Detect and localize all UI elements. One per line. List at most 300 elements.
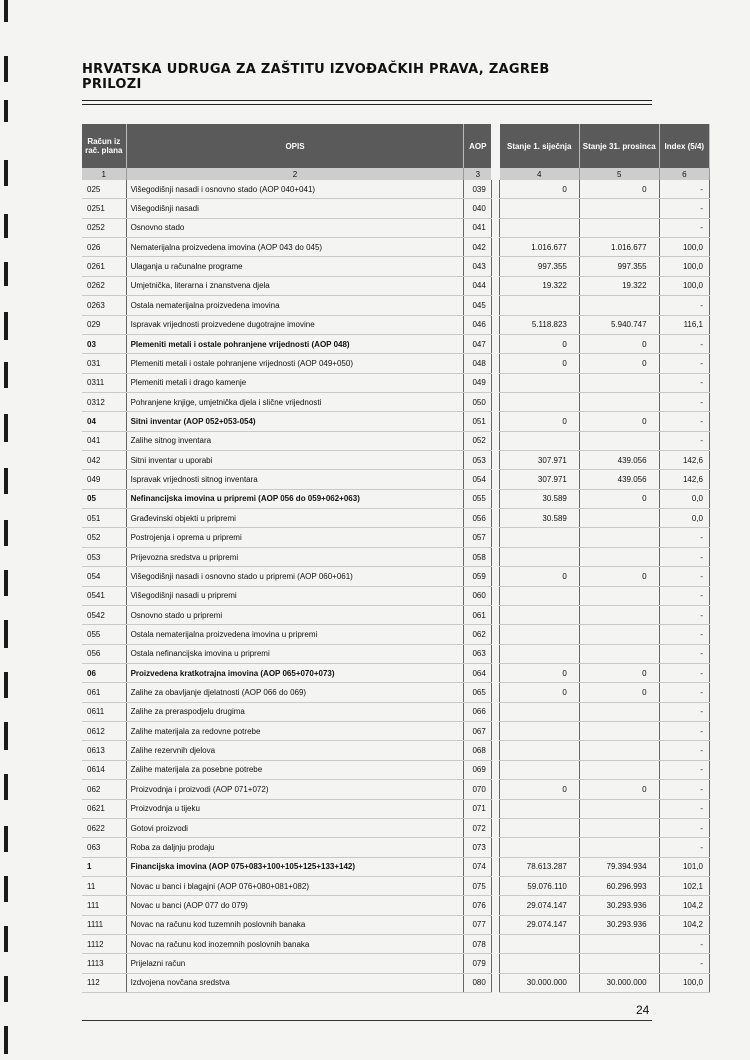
start-balance-cell: 0 xyxy=(500,683,580,702)
description-cell: Zalihe za obavljanje djelatnosti (AOP 066 do 069) xyxy=(126,683,464,702)
binder-mark xyxy=(4,0,8,22)
aop-cell: 070 xyxy=(464,780,491,799)
end-balance-cell: 79.394.934 xyxy=(579,857,659,876)
account-cell: 051 xyxy=(82,509,126,528)
column-gap xyxy=(491,741,499,760)
index-cell: - xyxy=(659,644,709,663)
account-cell: 054 xyxy=(82,567,126,586)
index-cell: 100,0 xyxy=(659,238,709,257)
index-cell: - xyxy=(659,334,709,353)
account-cell: 0311 xyxy=(82,373,126,392)
end-balance-cell: 19.322 xyxy=(579,276,659,295)
description-cell: Gotovi proizvodi xyxy=(126,818,464,837)
table-row xyxy=(82,218,710,237)
account-cell: 03 xyxy=(82,334,126,353)
column-gap xyxy=(491,567,499,586)
description-cell: Novac u banci i blagajni (AOP 076+080+081+082) xyxy=(126,876,464,895)
description-cell: Nematerijalna proizvedena imovina (AOP 043 do 045) xyxy=(126,238,464,257)
index-cell: - xyxy=(659,818,709,837)
end-balance-cell: 0 xyxy=(579,780,659,799)
index-cell: - xyxy=(659,296,709,315)
account-cell: 0542 xyxy=(82,605,126,624)
aop-cell: 066 xyxy=(464,702,491,721)
table-row xyxy=(82,722,710,741)
account-cell: 062 xyxy=(82,780,126,799)
description-cell: Osnovno stado xyxy=(126,218,464,237)
account-cell: 1111 xyxy=(82,915,126,934)
aop-cell: 061 xyxy=(464,605,491,624)
aop-cell: 068 xyxy=(464,741,491,760)
table-row xyxy=(82,780,710,799)
index-cell: - xyxy=(659,373,709,392)
index-cell: - xyxy=(659,528,709,547)
start-balance-cell: 307.971 xyxy=(500,451,580,470)
start-balance-cell: 997.355 xyxy=(500,257,580,276)
aop-cell: 078 xyxy=(464,935,491,954)
aop-cell: 071 xyxy=(464,799,491,818)
column-gap xyxy=(491,392,499,411)
aop-cell: 049 xyxy=(464,373,491,392)
table-header-row xyxy=(82,124,710,168)
end-balance-cell xyxy=(579,509,659,528)
index-cell: - xyxy=(659,354,709,373)
table-row xyxy=(82,392,710,411)
end-balance-cell xyxy=(579,722,659,741)
column-gap xyxy=(491,722,499,741)
description-cell: Plemeniti metali i ostale pohranjene vrijednosti (AOP 049+050) xyxy=(126,354,464,373)
description-cell: Sitni inventar (AOP 052+053-054) xyxy=(126,412,464,431)
table-row xyxy=(82,431,710,450)
column-gap xyxy=(491,470,499,489)
binder-mark xyxy=(4,876,8,902)
aop-cell: 059 xyxy=(464,567,491,586)
start-balance-cell: 29.074.147 xyxy=(500,896,580,915)
start-balance-cell: 0 xyxy=(500,567,580,586)
start-balance-cell: 29.074.147 xyxy=(500,915,580,934)
index-cell: - xyxy=(659,199,709,218)
start-balance-cell xyxy=(500,760,580,779)
description-cell: Plemeniti metali i ostale pohranjene vrijednosti (AOP 048) xyxy=(126,334,464,353)
aop-cell: 041 xyxy=(464,218,491,237)
index-cell: - xyxy=(659,799,709,818)
start-balance-cell xyxy=(500,722,580,741)
table-row xyxy=(82,180,710,199)
binder-mark xyxy=(4,312,8,340)
index-cell: 102,1 xyxy=(659,876,709,895)
description-cell: Roba za daljnju prodaju xyxy=(126,838,464,857)
column-gap xyxy=(491,334,499,353)
column-gap xyxy=(491,431,499,450)
start-balance-cell: 0 xyxy=(500,334,580,353)
table-row xyxy=(82,935,710,954)
account-cell: 063 xyxy=(82,838,126,857)
account-cell: 029 xyxy=(82,315,126,334)
column-gap xyxy=(491,373,499,392)
column-gap xyxy=(491,683,499,702)
start-balance-cell xyxy=(500,935,580,954)
table-row xyxy=(82,528,710,547)
account-cell: 0611 xyxy=(82,702,126,721)
start-balance-cell xyxy=(500,954,580,973)
account-cell: 0622 xyxy=(82,818,126,837)
binder-mark xyxy=(4,722,8,750)
aop-cell: 069 xyxy=(464,760,491,779)
end-balance-cell: 60.296.993 xyxy=(579,876,659,895)
account-cell: 056 xyxy=(82,644,126,663)
aop-cell: 051 xyxy=(464,412,491,431)
column-gap xyxy=(491,489,499,508)
end-balance-cell xyxy=(579,392,659,411)
binder-mark xyxy=(4,620,8,648)
account-cell: 052 xyxy=(82,528,126,547)
column-gap xyxy=(491,354,499,373)
index-cell: 0,0 xyxy=(659,489,709,508)
binder-mark xyxy=(4,520,8,546)
start-balance-cell: 30.589 xyxy=(500,489,580,508)
column-gap xyxy=(491,315,499,334)
index-cell: - xyxy=(659,935,709,954)
index-cell: - xyxy=(659,663,709,682)
start-balance-cell: 0 xyxy=(500,412,580,431)
index-cell: - xyxy=(659,392,709,411)
account-cell: 049 xyxy=(82,470,126,489)
end-balance-cell xyxy=(579,199,659,218)
index-cell: - xyxy=(659,412,709,431)
column-number: 4 xyxy=(500,168,580,180)
binder-mark xyxy=(4,976,8,1002)
column-number-row xyxy=(82,168,710,180)
account-cell: 042 xyxy=(82,451,126,470)
index-cell: 142,6 xyxy=(659,470,709,489)
aop-cell: 060 xyxy=(464,586,491,605)
column-gap xyxy=(491,818,499,837)
column-gap xyxy=(491,238,499,257)
table-row xyxy=(82,257,710,276)
table-row xyxy=(82,354,710,373)
aop-cell: 062 xyxy=(464,625,491,644)
aop-cell: 044 xyxy=(464,276,491,295)
aop-cell: 073 xyxy=(464,838,491,857)
table-row xyxy=(82,334,710,353)
table-row xyxy=(82,605,710,624)
end-balance-cell xyxy=(579,373,659,392)
table-row xyxy=(82,973,710,992)
table-row xyxy=(82,489,710,508)
start-balance-cell xyxy=(500,702,580,721)
column-gap xyxy=(491,663,499,682)
end-balance-cell xyxy=(579,838,659,857)
table-row xyxy=(82,470,710,489)
end-balance-cell: 0 xyxy=(579,334,659,353)
column-gap xyxy=(491,451,499,470)
binder-mark xyxy=(4,214,8,238)
description-cell: Pohranjene knjige, umjetnička djela i slične vrijednosti xyxy=(126,392,464,411)
binder-mark xyxy=(4,774,8,800)
column-gap xyxy=(491,605,499,624)
description-cell: Višegodišnji nasadi i osnovno stado (AOP 040+041) xyxy=(126,180,464,199)
column-gap xyxy=(491,276,499,295)
aop-cell: 064 xyxy=(464,663,491,682)
index-cell: - xyxy=(659,567,709,586)
account-cell: 0614 xyxy=(82,760,126,779)
description-cell: Izdvojena novčana sredstva xyxy=(126,973,464,992)
table-row xyxy=(82,915,710,934)
start-balance-cell: 1.016.677 xyxy=(500,238,580,257)
description-cell: Umjetnička, literarna i znanstvena djela xyxy=(126,276,464,295)
table-row xyxy=(82,199,710,218)
account-cell: 041 xyxy=(82,431,126,450)
account-cell: 0261 xyxy=(82,257,126,276)
start-balance-cell xyxy=(500,431,580,450)
description-cell: Ostala nematerijalna proizvedena imovina xyxy=(126,296,464,315)
binder-mark xyxy=(4,362,8,388)
end-balance-cell xyxy=(579,702,659,721)
header-divider xyxy=(82,104,652,105)
column-gap xyxy=(491,296,499,315)
account-cell: 0612 xyxy=(82,722,126,741)
column-gap xyxy=(491,876,499,895)
balance-table xyxy=(82,124,710,993)
aop-cell: 063 xyxy=(464,644,491,663)
account-cell: 04 xyxy=(82,412,126,431)
table-row xyxy=(82,373,710,392)
index-cell: - xyxy=(659,838,709,857)
description-cell: Građevinski objekti u pripremi xyxy=(126,509,464,528)
table-row xyxy=(82,760,710,779)
description-cell: Novac na računu kod tuzemnih poslovnih banaka xyxy=(126,915,464,934)
description-cell: Zalihe za preraspodjelu drugima xyxy=(126,702,464,721)
column-header-index: Index (5/4) xyxy=(659,124,709,168)
description-cell: Ostala nematerijalna proizvedena imovina u pripremi xyxy=(126,625,464,644)
start-balance-cell: 0 xyxy=(500,180,580,199)
description-cell: Zalihe rezervnih djelova xyxy=(126,741,464,760)
account-cell: 1113 xyxy=(82,954,126,973)
end-balance-cell: 30.293.936 xyxy=(579,896,659,915)
column-gap xyxy=(491,896,499,915)
aop-cell: 065 xyxy=(464,683,491,702)
column-header-description: OPIS xyxy=(126,124,464,168)
binder-mark xyxy=(4,56,8,82)
column-gap xyxy=(491,935,499,954)
description-cell: Novac na računu kod inozemnih poslovnih banaka xyxy=(126,935,464,954)
account-cell: 0613 xyxy=(82,741,126,760)
account-cell: 0252 xyxy=(82,218,126,237)
index-cell: - xyxy=(659,954,709,973)
end-balance-cell xyxy=(579,528,659,547)
table-row xyxy=(82,315,710,334)
description-cell: Zalihe materijala za posebne potrebe xyxy=(126,760,464,779)
account-cell: 11 xyxy=(82,876,126,895)
description-cell: Financijska imovina (AOP 075+083+100+105+125+133+142) xyxy=(126,857,464,876)
start-balance-cell: 59.076.110 xyxy=(500,876,580,895)
end-balance-cell: 0 xyxy=(579,489,659,508)
end-balance-cell xyxy=(579,760,659,779)
start-balance-cell xyxy=(500,199,580,218)
column-gap xyxy=(491,124,499,168)
section-title: PRILOZI xyxy=(82,77,142,92)
end-balance-cell: 0 xyxy=(579,663,659,682)
aop-cell: 043 xyxy=(464,257,491,276)
end-balance-cell xyxy=(579,431,659,450)
table-row xyxy=(82,663,710,682)
aop-cell: 074 xyxy=(464,857,491,876)
table-row xyxy=(82,567,710,586)
account-cell: 1112 xyxy=(82,935,126,954)
table-row xyxy=(82,954,710,973)
account-cell: 0251 xyxy=(82,199,126,218)
end-balance-cell xyxy=(579,644,659,663)
start-balance-cell: 0 xyxy=(500,663,580,682)
column-gap xyxy=(491,168,499,180)
index-cell: - xyxy=(659,218,709,237)
description-cell: Prijevozna sredstva u pripremi xyxy=(126,547,464,566)
account-cell: 031 xyxy=(82,354,126,373)
index-cell: - xyxy=(659,586,709,605)
account-cell: 0263 xyxy=(82,296,126,315)
index-cell: 116,1 xyxy=(659,315,709,334)
column-gap xyxy=(491,702,499,721)
column-gap xyxy=(491,799,499,818)
binder-mark xyxy=(4,672,8,698)
aop-cell: 047 xyxy=(464,334,491,353)
table-row xyxy=(82,702,710,721)
index-cell: 104,2 xyxy=(659,896,709,915)
column-header-account: Račun iz rač. plana xyxy=(82,124,126,168)
binder-mark xyxy=(4,262,8,286)
description-cell: Proizvedena kratkotrajna imovina (AOP 065+070+073) xyxy=(126,663,464,682)
description-cell: Sitni inventar u uporabi xyxy=(126,451,464,470)
start-balance-cell xyxy=(500,818,580,837)
end-balance-cell: 30.000.000 xyxy=(579,973,659,992)
start-balance-cell: 30.000.000 xyxy=(500,973,580,992)
column-gap xyxy=(491,218,499,237)
binder-mark xyxy=(4,468,8,494)
end-balance-cell: 0 xyxy=(579,412,659,431)
start-balance-cell xyxy=(500,586,580,605)
column-number: 5 xyxy=(579,168,659,180)
account-cell: 0541 xyxy=(82,586,126,605)
start-balance-cell xyxy=(500,838,580,857)
aop-cell: 040 xyxy=(464,199,491,218)
end-balance-cell: 997.355 xyxy=(579,257,659,276)
aop-cell: 042 xyxy=(464,238,491,257)
end-balance-cell xyxy=(579,741,659,760)
column-gap xyxy=(491,586,499,605)
table-row xyxy=(82,876,710,895)
header-divider xyxy=(82,100,652,101)
table-row xyxy=(82,896,710,915)
index-cell: - xyxy=(659,741,709,760)
end-balance-cell xyxy=(579,954,659,973)
table-row xyxy=(82,412,710,431)
end-balance-cell xyxy=(579,586,659,605)
binder-mark xyxy=(4,570,8,596)
start-balance-cell xyxy=(500,741,580,760)
aop-cell: 077 xyxy=(464,915,491,934)
index-cell: - xyxy=(659,625,709,644)
index-cell: 100,0 xyxy=(659,973,709,992)
end-balance-cell: 0 xyxy=(579,354,659,373)
column-gap xyxy=(491,509,499,528)
index-cell: - xyxy=(659,780,709,799)
start-balance-cell: 5.118.823 xyxy=(500,315,580,334)
aop-cell: 056 xyxy=(464,509,491,528)
aop-cell: 039 xyxy=(464,180,491,199)
aop-cell: 067 xyxy=(464,722,491,741)
table-row xyxy=(82,238,710,257)
column-number: 2 xyxy=(126,168,464,180)
table-row xyxy=(82,818,710,837)
index-cell: 104,2 xyxy=(659,915,709,934)
end-balance-cell: 0 xyxy=(579,683,659,702)
start-balance-cell xyxy=(500,392,580,411)
index-cell: 142,6 xyxy=(659,451,709,470)
account-cell: 111 xyxy=(82,896,126,915)
binder-mark xyxy=(4,100,8,122)
aop-cell: 075 xyxy=(464,876,491,895)
end-balance-cell xyxy=(579,296,659,315)
start-balance-cell xyxy=(500,644,580,663)
description-cell: Plemeniti metali i drago kamenje xyxy=(126,373,464,392)
description-cell: Ispravak vrijednosti proizvedene dugotrajne imovine xyxy=(126,315,464,334)
description-cell: Prijelazni račun xyxy=(126,954,464,973)
description-cell: Novac u banci (AOP 077 do 079) xyxy=(126,896,464,915)
description-cell: Nefinancijska imovina u pripremi (AOP 056 do 059+062+063) xyxy=(126,489,464,508)
aop-cell: 072 xyxy=(464,818,491,837)
table-row xyxy=(82,741,710,760)
organization-title: HRVATSKA UDRUGA ZA ZAŠTITU IZVOĐAČKIH PRAVA, ZAGREB xyxy=(82,62,550,77)
description-cell: Ulaganja u računalne programe xyxy=(126,257,464,276)
description-cell: Višegodišnji nasadi xyxy=(126,199,464,218)
description-cell: Ispravak vrijednosti sitnog inventara xyxy=(126,470,464,489)
account-cell: 06 xyxy=(82,663,126,682)
end-balance-cell xyxy=(579,605,659,624)
column-gap xyxy=(491,780,499,799)
aop-cell: 050 xyxy=(464,392,491,411)
start-balance-cell: 30.589 xyxy=(500,509,580,528)
column-gap xyxy=(491,257,499,276)
index-cell: - xyxy=(659,702,709,721)
table-row xyxy=(82,509,710,528)
start-balance-cell xyxy=(500,528,580,547)
index-cell: - xyxy=(659,431,709,450)
binder-mark xyxy=(4,826,8,852)
aop-cell: 053 xyxy=(464,451,491,470)
index-cell: - xyxy=(659,683,709,702)
aop-cell: 057 xyxy=(464,528,491,547)
end-balance-cell xyxy=(579,218,659,237)
description-cell: Višegodišnji nasadi u pripremi xyxy=(126,586,464,605)
column-number: 3 xyxy=(464,168,491,180)
column-gap xyxy=(491,644,499,663)
index-cell: - xyxy=(659,760,709,779)
end-balance-cell xyxy=(579,625,659,644)
column-gap xyxy=(491,199,499,218)
column-gap xyxy=(491,412,499,431)
index-cell: - xyxy=(659,547,709,566)
description-cell: Višegodišnji nasadi i osnovno stado u pripremi (AOP 060+061) xyxy=(126,567,464,586)
aop-cell: 055 xyxy=(464,489,491,508)
end-balance-cell: 0 xyxy=(579,180,659,199)
column-gap xyxy=(491,954,499,973)
description-cell: Proizvodnja u tijeku xyxy=(126,799,464,818)
account-cell: 0312 xyxy=(82,392,126,411)
aop-cell: 048 xyxy=(464,354,491,373)
table-row xyxy=(82,857,710,876)
end-balance-cell xyxy=(579,547,659,566)
column-header-start: Stanje 1. siječnja xyxy=(500,124,580,168)
start-balance-cell xyxy=(500,605,580,624)
